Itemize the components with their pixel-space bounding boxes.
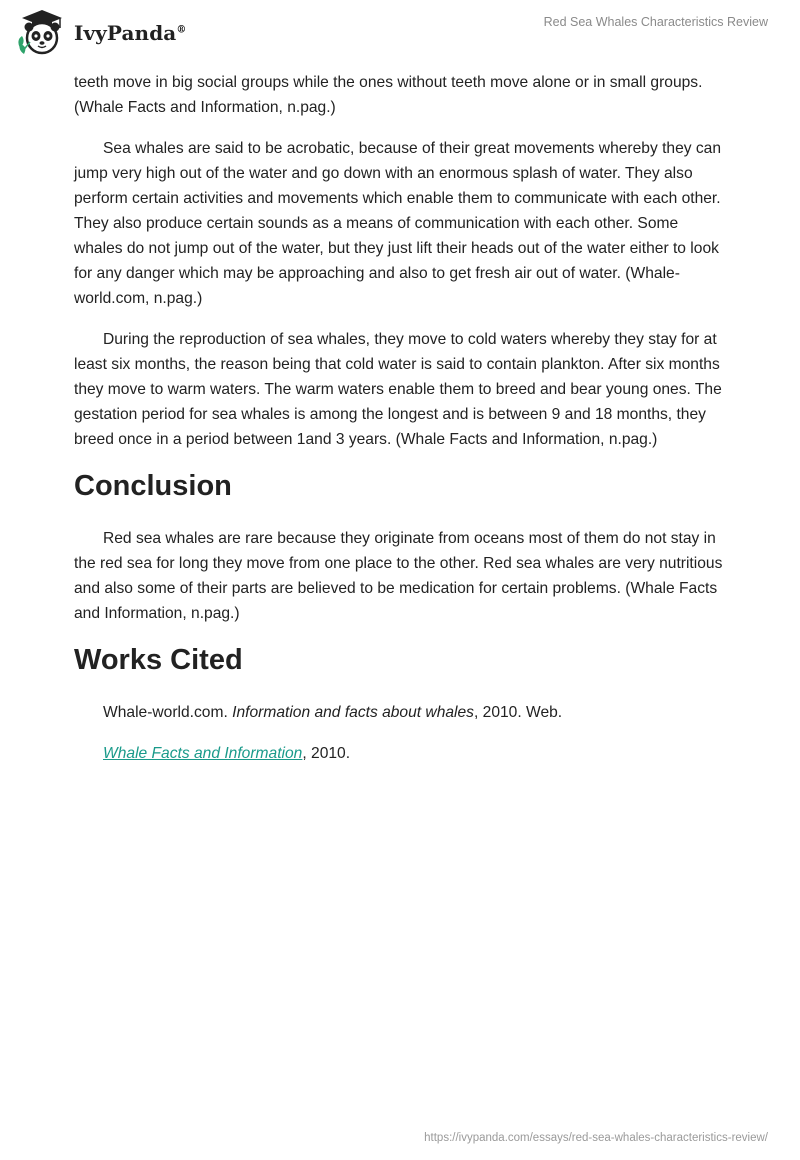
conclusion-paragraph: Red sea whales are rare because they originate from oceans most of them do not stay in the red sea for long they move from one place to the other. Red sea whales are very nutritious and also some of their parts are believed to be medication for certain problems. (Whale Facts and Information, n.pag.) (74, 530, 723, 622)
citation-1-rest: , 2010. Web. (473, 704, 563, 721)
essay-content (74, 70, 730, 782)
citation-1 (74, 700, 730, 725)
citation-2-rest: , 2010. (302, 745, 351, 762)
paragraph-1: teeth move in big social groups while the ones without teeth move alone or in small groups. (Whale Facts and Information, n.pag.) (74, 74, 703, 116)
paragraph-3: During the reproduction of sea whales, they move to cold waters whereby they stay for at least six months, the reason being that cold water is said to contain plankton. After six months they move to warm waters. The warm waters enable them to breed and bear young ones. The gestation period for sea whales is among the longest and is between 9 and 18 months, they breed once in a period between 1and 3 years. (Whale Facts and Information, n.pag.) (74, 331, 722, 448)
brand-name: IvyPanda® (74, 21, 187, 45)
paragraph-2: Sea whales are said to be acrobatic, because of their great movements whereby they can jump very high out of the water and go down with an enormous splash of water. They also perform certain activities and movements which enable them to communicate with each other. They also produce certain sounds as a means of communication with each other. Some whales do not jump out of the water, but they just lift their heads out of the water either to look for any danger which may be approaching and also to get fresh air out of water. (Whale-world.com, n.pag.) (74, 140, 722, 307)
panda-logo-icon (14, 8, 70, 58)
document-title: Red Sea Whales Characteristics Review (543, 15, 768, 29)
citation-2-link[interactable]: Whale Facts and Information (103, 745, 303, 762)
ivypanda-logo[interactable] (14, 8, 186, 58)
conclusion-heading: Conclusion (74, 470, 232, 502)
works-cited-heading: Works Cited (74, 644, 243, 676)
page-url-footer: https://ivypanda.com/essays/red-sea-whales-characteristics-review/ (424, 1132, 768, 1144)
page-header (0, 0, 800, 64)
citation-1-title: Information and facts about whales (232, 704, 474, 721)
citation-2 (74, 741, 730, 766)
citation-1-author: Whale-world.com. (103, 704, 233, 721)
